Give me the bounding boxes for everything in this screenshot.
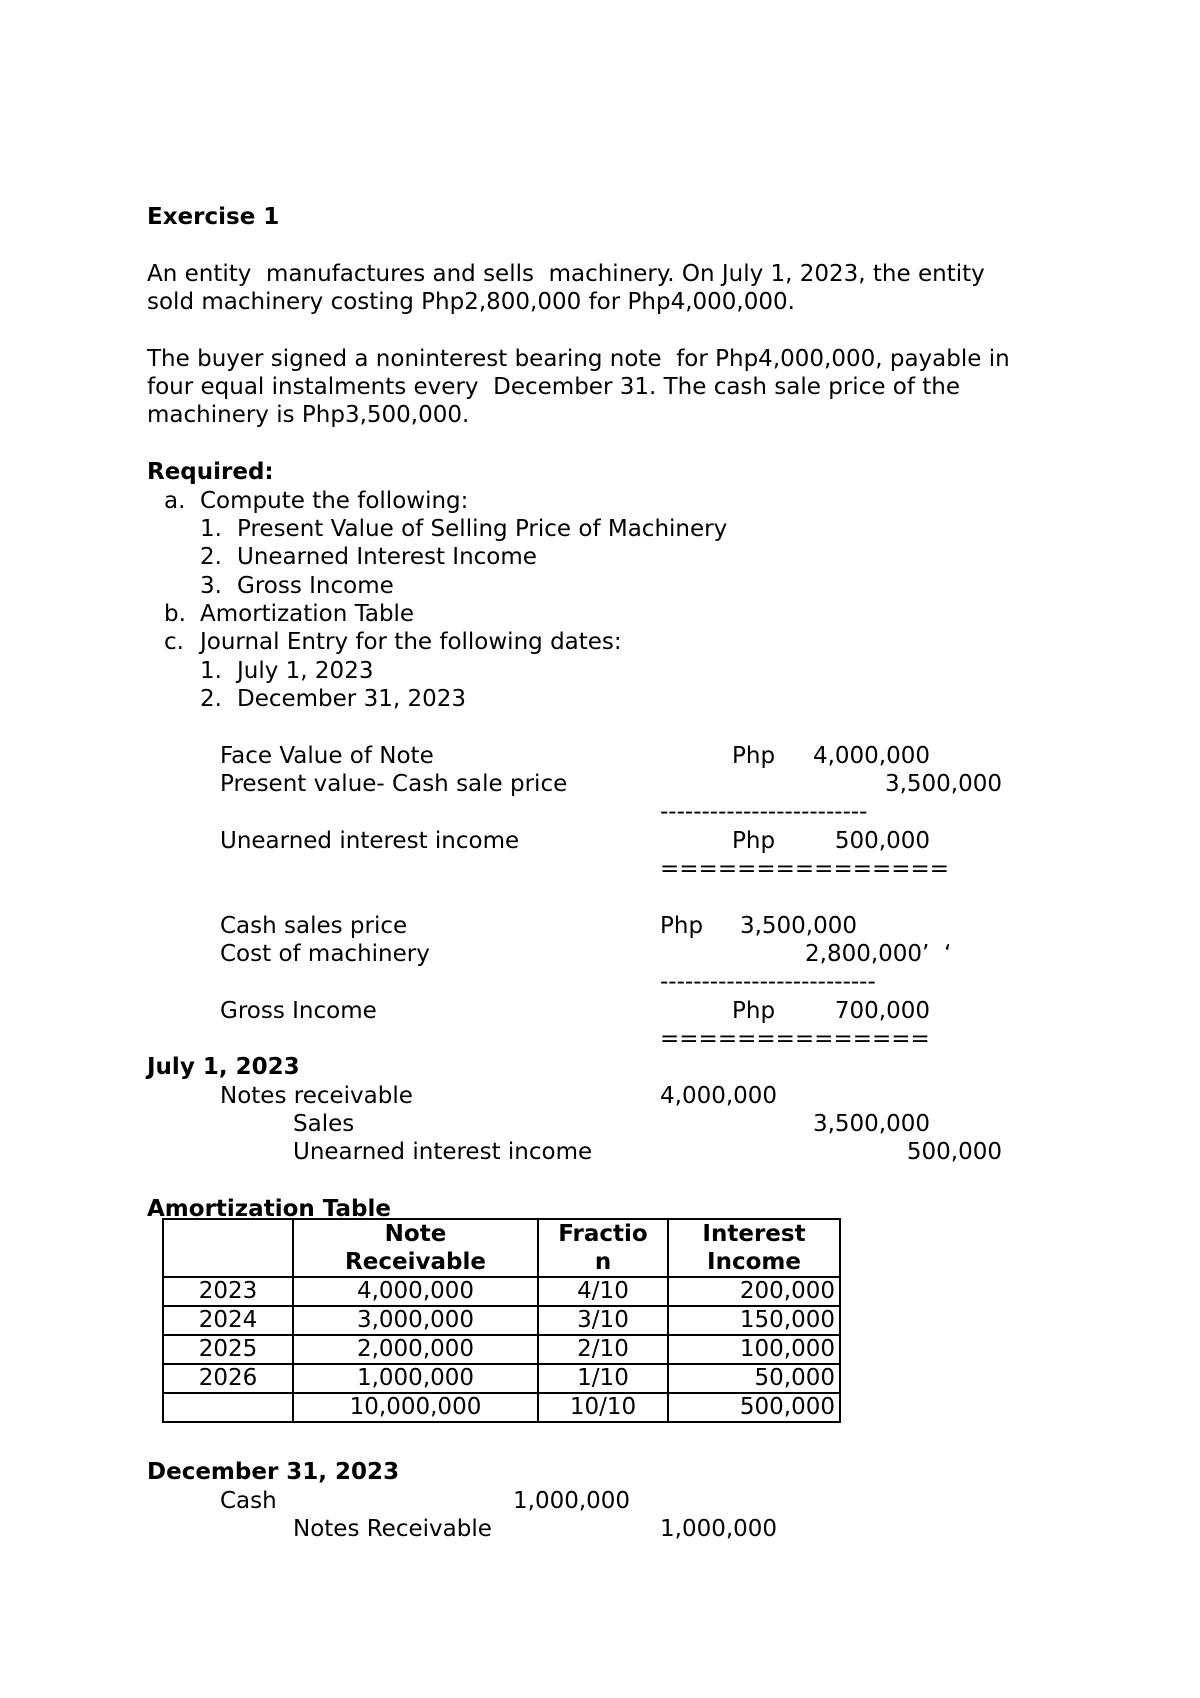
row-year: 2025 xyxy=(163,1335,293,1364)
req-a-text: Compute the following: xyxy=(200,488,469,514)
journal-july-sales-label: Sales xyxy=(293,1111,355,1137)
journal-dec-notes-receivable-credit: 1,000,000 xyxy=(660,1516,778,1542)
header-note-line1: Note xyxy=(384,1221,447,1247)
amortization-heading: Amortization Table xyxy=(147,1196,391,1222)
req-c-text: Journal Entry for the following dates: xyxy=(200,629,622,655)
gross-income-label: Gross Income xyxy=(220,998,377,1024)
row-interest: 150,000 xyxy=(668,1306,840,1335)
req-b-marker: b. xyxy=(164,601,186,627)
intro-line-5: machinery is Php3,500,000. xyxy=(147,402,470,428)
header-fraction-line2: n xyxy=(594,1249,612,1275)
header-interest-line1: Interest xyxy=(702,1221,806,1247)
cost-of-machinery-label: Cost of machinery xyxy=(220,941,430,967)
row-fraction: 1/10 xyxy=(538,1364,668,1393)
req-a-marker: a. xyxy=(164,488,186,514)
req-a2-marker: 2. xyxy=(200,544,222,570)
equals-divider-1: =============== xyxy=(660,856,950,882)
req-b-text: Amortization Table xyxy=(200,601,415,627)
header-interest-line2: Income xyxy=(707,1249,801,1275)
row-note: 3,000,000 xyxy=(293,1306,538,1335)
cost-of-machinery-amount: 2,800,000’ ‘ xyxy=(805,941,952,967)
req-a1-marker: 1. xyxy=(200,516,222,542)
journal-july-unearned-interest-label: Unearned interest income xyxy=(293,1139,593,1165)
req-c2-marker: 2. xyxy=(200,686,222,712)
face-value-label: Face Value of Note xyxy=(220,743,434,769)
journal-dec-heading: December 31, 2023 xyxy=(147,1459,400,1485)
header-year xyxy=(163,1219,293,1277)
intro-line-3: The buyer signed a noninterest bearing note for Php4,000,000, payable in xyxy=(147,346,1010,372)
row-interest: 100,000 xyxy=(668,1335,840,1364)
req-a1-text: Present Value of Selling Price of Machinery xyxy=(237,516,728,542)
req-a3-marker: 3. xyxy=(200,573,222,599)
journal-july-notes-receivable-debit: 4,000,000 xyxy=(660,1083,778,1109)
gross-income-amount: 700,000 xyxy=(834,998,930,1024)
req-c1-marker: 1. xyxy=(200,658,222,684)
journal-july-notes-receivable-label: Notes receivable xyxy=(220,1083,413,1109)
table-row xyxy=(163,1335,840,1364)
row-interest: 50,000 xyxy=(668,1364,840,1393)
header-fraction-line1: Fractio xyxy=(558,1221,648,1247)
equals-divider-2: ============== xyxy=(660,1026,930,1052)
table-row xyxy=(163,1364,840,1393)
journal-july-unearned-interest-credit: 500,000 xyxy=(906,1139,1002,1165)
journal-dec-notes-receivable-label: Notes Receivable xyxy=(293,1516,492,1542)
gross-income-currency: Php xyxy=(732,998,776,1024)
row-year: 2024 xyxy=(163,1306,293,1335)
journal-july-sales-credit: 3,500,000 xyxy=(812,1111,930,1137)
req-c-marker: c. xyxy=(164,629,184,655)
journal-dec-cash-debit: 1,000,000 xyxy=(513,1488,631,1514)
row-fraction: 4/10 xyxy=(538,1277,668,1306)
cash-sales-price-amount: 3,500,000 xyxy=(739,913,857,939)
req-a2-text: Unearned Interest Income xyxy=(237,544,537,570)
face-value-amount: 4,000,000 xyxy=(812,743,930,769)
intro-line-1: An entity manufactures and sells machinery. On July 1, 2023, the entity xyxy=(147,261,985,287)
row-fraction: 2/10 xyxy=(538,1335,668,1364)
header-note-receivable xyxy=(293,1219,538,1277)
unearned-interest-currency: Php xyxy=(732,828,776,854)
row-year: 2023 xyxy=(163,1277,293,1306)
present-value-amount: 3,500,000 xyxy=(884,771,1002,797)
face-value-currency: Php xyxy=(732,743,776,769)
req-c1-text: July 1, 2023 xyxy=(237,658,374,684)
row-note: 1,000,000 xyxy=(293,1364,538,1393)
unearned-interest-amount: 500,000 xyxy=(834,828,930,854)
cash-sales-price-label: Cash sales price xyxy=(220,913,408,939)
total-interest: 500,000 xyxy=(668,1393,840,1422)
intro-line-4: four equal instalments every December 31. The cash sale price of the xyxy=(147,374,961,400)
total-fraction: 10/10 xyxy=(538,1393,668,1422)
req-a3-text: Gross Income xyxy=(237,573,394,599)
required-heading: Required: xyxy=(147,459,274,485)
unearned-interest-label: Unearned interest income xyxy=(220,828,520,854)
row-interest: 200,000 xyxy=(668,1277,840,1306)
table-total-row xyxy=(163,1393,840,1422)
row-year: 2026 xyxy=(163,1364,293,1393)
amortization-header-row xyxy=(163,1219,840,1277)
row-note: 2,000,000 xyxy=(293,1335,538,1364)
total-year xyxy=(163,1393,293,1422)
cash-sales-price-currency: Php xyxy=(660,913,704,939)
intro-line-2: sold machinery costing Php2,800,000 for Php4,000,000. xyxy=(147,289,795,315)
row-fraction: 3/10 xyxy=(538,1306,668,1335)
exercise-title: Exercise 1 xyxy=(147,204,280,230)
total-note: 10,000,000 xyxy=(293,1393,538,1422)
header-fraction xyxy=(538,1219,668,1277)
dash-divider-2: -------------------------- xyxy=(660,969,876,995)
dash-divider-1: ------------------------- xyxy=(660,799,868,825)
header-note-line2: Receivable xyxy=(345,1249,486,1275)
req-c2-text: December 31, 2023 xyxy=(237,686,467,712)
table-row xyxy=(163,1277,840,1306)
journal-july-heading: July 1, 2023 xyxy=(147,1054,300,1080)
row-note: 4,000,000 xyxy=(293,1277,538,1306)
amortization-table xyxy=(162,1218,841,1423)
table-row xyxy=(163,1306,840,1335)
header-interest-income xyxy=(668,1219,840,1277)
journal-dec-cash-label: Cash xyxy=(220,1488,277,1514)
present-value-label: Present value- Cash sale price xyxy=(220,771,568,797)
